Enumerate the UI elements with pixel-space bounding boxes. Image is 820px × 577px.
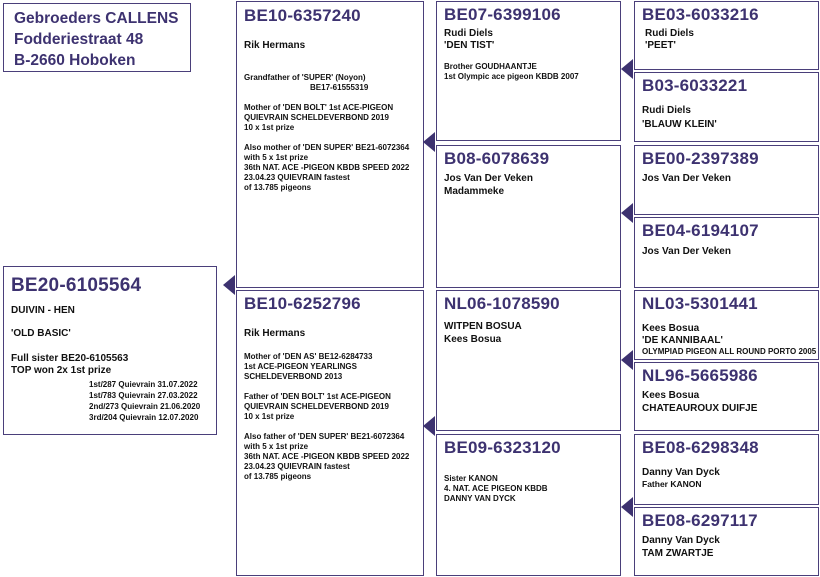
father-note: Grandfather of 'SUPER' (Noyon) [244, 73, 366, 82]
subject-pigeon-card [3, 266, 217, 435]
father-note: Also mother of 'DEN SUPER' BE21-6072364 [244, 143, 410, 152]
mother-note: SCHELDEVERBOND 2013 [244, 372, 343, 381]
great-grandparent-card [634, 145, 819, 215]
father-note: QUIEVRAIN SCHELDEVERBOND 2019 [244, 113, 389, 122]
subject-prize: 1st/783 Quievrain 27.03.2022 [89, 391, 198, 400]
mother-owner: Rik Hermans [244, 328, 306, 339]
subject-top: TOP won 2x 1st prize [11, 365, 112, 376]
great-grandparent-owner: Rudi Diels [645, 28, 694, 39]
mother-note: Mother of 'DEN AS' BE12-6284733 [244, 352, 373, 361]
great-grandparent-name: TAM ZWARTJE [642, 548, 714, 559]
great-grandparent-owner: Danny Van Dyck [642, 467, 720, 478]
great-grandparent-ring-number: BE08-6298348 [642, 438, 759, 457]
great-grandparent-owner: Jos Van Der Veken [642, 173, 731, 184]
great-grandparent-card [634, 217, 819, 288]
father-note: 10 x 1st prize [244, 123, 295, 132]
father-note: with 5 x 1st prize [244, 153, 309, 162]
great-grandparent-ring-number: BE08-6297117 [642, 511, 758, 530]
maternal-grandmother-ring-number: BE09-6323120 [444, 438, 561, 457]
paternal-grandmother-ring-number: B08-6078639 [444, 149, 550, 168]
paternal-grandmother-card [436, 145, 621, 288]
father-note: BE17-61555319 [310, 83, 369, 92]
owner-name: Gebroeders CALLENS [14, 10, 179, 27]
owner-address-box [3, 3, 191, 72]
great-grandparent-owner: Danny Van Dyck [642, 535, 720, 546]
great-grandparent-card [634, 290, 819, 360]
subject-sex: DUIVIN - HEN [11, 305, 75, 316]
great-grandparent-ring-number: BE04-6194107 [642, 221, 759, 240]
great-grandparent-name: 'DE KANNIBAAL' [642, 335, 723, 346]
mother-note: QUIEVRAIN SCHELDEVERBOND 2019 [244, 402, 389, 411]
great-grandparent-owner: Rudi Diels [642, 105, 691, 116]
mother-note: 10 x 1st prize [244, 412, 295, 421]
father-note: Mother of 'DEN BOLT' 1st ACE-PIGEON [244, 103, 394, 112]
subject-prize: 2nd/273 Quievrain 21.06.2020 [89, 402, 201, 411]
mother-note: with 5 x 1st prize [244, 442, 309, 451]
mother-arrow-icon [423, 416, 435, 436]
great-grandparent-card [634, 362, 819, 431]
paternal-grandmother-name: Madammeke [444, 186, 505, 197]
mother-note: Father of 'DEN BOLT' 1st ACE-PIGEON [244, 392, 391, 401]
maternal-grandmother-note: 4. NAT. ACE PIGEON KBDB [444, 484, 548, 493]
mother-note: 23.04.23 QUIEVRAIN fastest [244, 462, 350, 471]
great-grandparent-name: 'PEET' [645, 40, 676, 51]
paternal-grandfather-note: 1st Olympic ace pigeon KBDB 2007 [444, 72, 579, 81]
great-grandparent-ring-number: BE03-6033216 [642, 5, 759, 24]
maternal-grandfather-ring-number: NL06-1078590 [444, 294, 560, 313]
father-owner: Rik Hermans [244, 40, 306, 51]
paternal-grandfather-arrow-icon [621, 59, 633, 79]
owner-city: B-2660 Hoboken [14, 52, 136, 69]
great-grandparent-card [634, 434, 819, 505]
great-grandparent-ring-number: NL96-5665986 [642, 366, 758, 385]
great-grandparent-ring-number: B03-6033221 [642, 76, 748, 95]
paternal-grandfather-owner: Rudi Diels [444, 28, 493, 39]
mother-card [236, 290, 424, 576]
mother-ring-number: BE10-6252796 [244, 294, 361, 313]
great-grandparent-ring-number: NL03-5301441 [642, 294, 758, 313]
father-note: of 13.785 pigeons [244, 183, 312, 192]
maternal-grandmother-card [436, 434, 621, 576]
great-grandparent-owner: Kees Bosua [642, 323, 700, 334]
great-grandparent-card [634, 72, 819, 142]
great-grandparent-card [634, 1, 819, 70]
father-note: 23.04.23 QUIEVRAIN fastest [244, 173, 350, 182]
great-grandparent-owner: Kees Bosua [642, 390, 700, 401]
father-ring-number: BE10-6357240 [244, 6, 361, 25]
paternal-grandmother-owner: Jos Van Der Veken [444, 173, 533, 184]
subject-name: 'OLD BASIC' [11, 328, 71, 339]
paternal-grandmother-arrow-icon [621, 203, 633, 223]
subject-prize: 3rd/204 Quievrain 12.07.2020 [89, 413, 199, 422]
mother-note: of 13.785 pigeons [244, 472, 312, 481]
maternal-grandfather-card [436, 290, 621, 431]
maternal-grandmother-note: DANNY VAN DYCK [444, 494, 516, 503]
great-grandparent-note: OLYMPIAD PIGEON ALL ROUND PORTO 2005 [642, 347, 817, 356]
great-grandparent-name: 'BLAUW KLEIN' [642, 119, 717, 130]
maternal-grandfather-owner: Kees Bosua [444, 334, 502, 345]
maternal-grandfather-name: WITPEN BOSUA [444, 321, 522, 332]
maternal-grandmother-note: Sister KANON [444, 474, 498, 483]
great-grandparent-card [634, 507, 819, 576]
mother-note: 1st ACE-PIGEON YEARLINGS [244, 362, 357, 371]
great-grandparent-owner: Jos Van Der Veken [642, 246, 731, 257]
paternal-grandfather-name: 'DEN TIST' [444, 40, 495, 51]
paternal-grandfather-card [436, 1, 621, 141]
father-card [236, 1, 424, 288]
subject-arrow-icon [223, 275, 235, 295]
great-grandparent-ring-number: BE00-2397389 [642, 149, 759, 168]
great-grandparent-name: CHATEAUROUX DUIFJE [642, 403, 758, 414]
mother-note: Also father of 'DEN SUPER' BE21-6072364 [244, 432, 405, 441]
subject-prize: 1st/287 Quievrain 31.07.2022 [89, 380, 198, 389]
owner-street: Fodderiestraat 48 [14, 31, 144, 48]
maternal-grandfather-arrow-icon [621, 350, 633, 370]
father-note: 36th NAT. ACE -PIGEON KBDB SPEED 2022 [244, 163, 410, 172]
paternal-grandfather-ring-number: BE07-6399106 [444, 5, 561, 24]
paternal-grandfather-note: Brother GOUDHAANTJE [444, 62, 537, 71]
mother-note: 36th NAT. ACE -PIGEON KBDB SPEED 2022 [244, 452, 410, 461]
maternal-grandmother-arrow-icon [621, 497, 633, 517]
subject-ring-number: BE20-6105564 [11, 275, 142, 296]
father-arrow-icon [423, 132, 435, 152]
great-grandparent-name: Father KANON [642, 479, 702, 489]
subject-sister: Full sister BE20-6105563 [11, 353, 129, 364]
